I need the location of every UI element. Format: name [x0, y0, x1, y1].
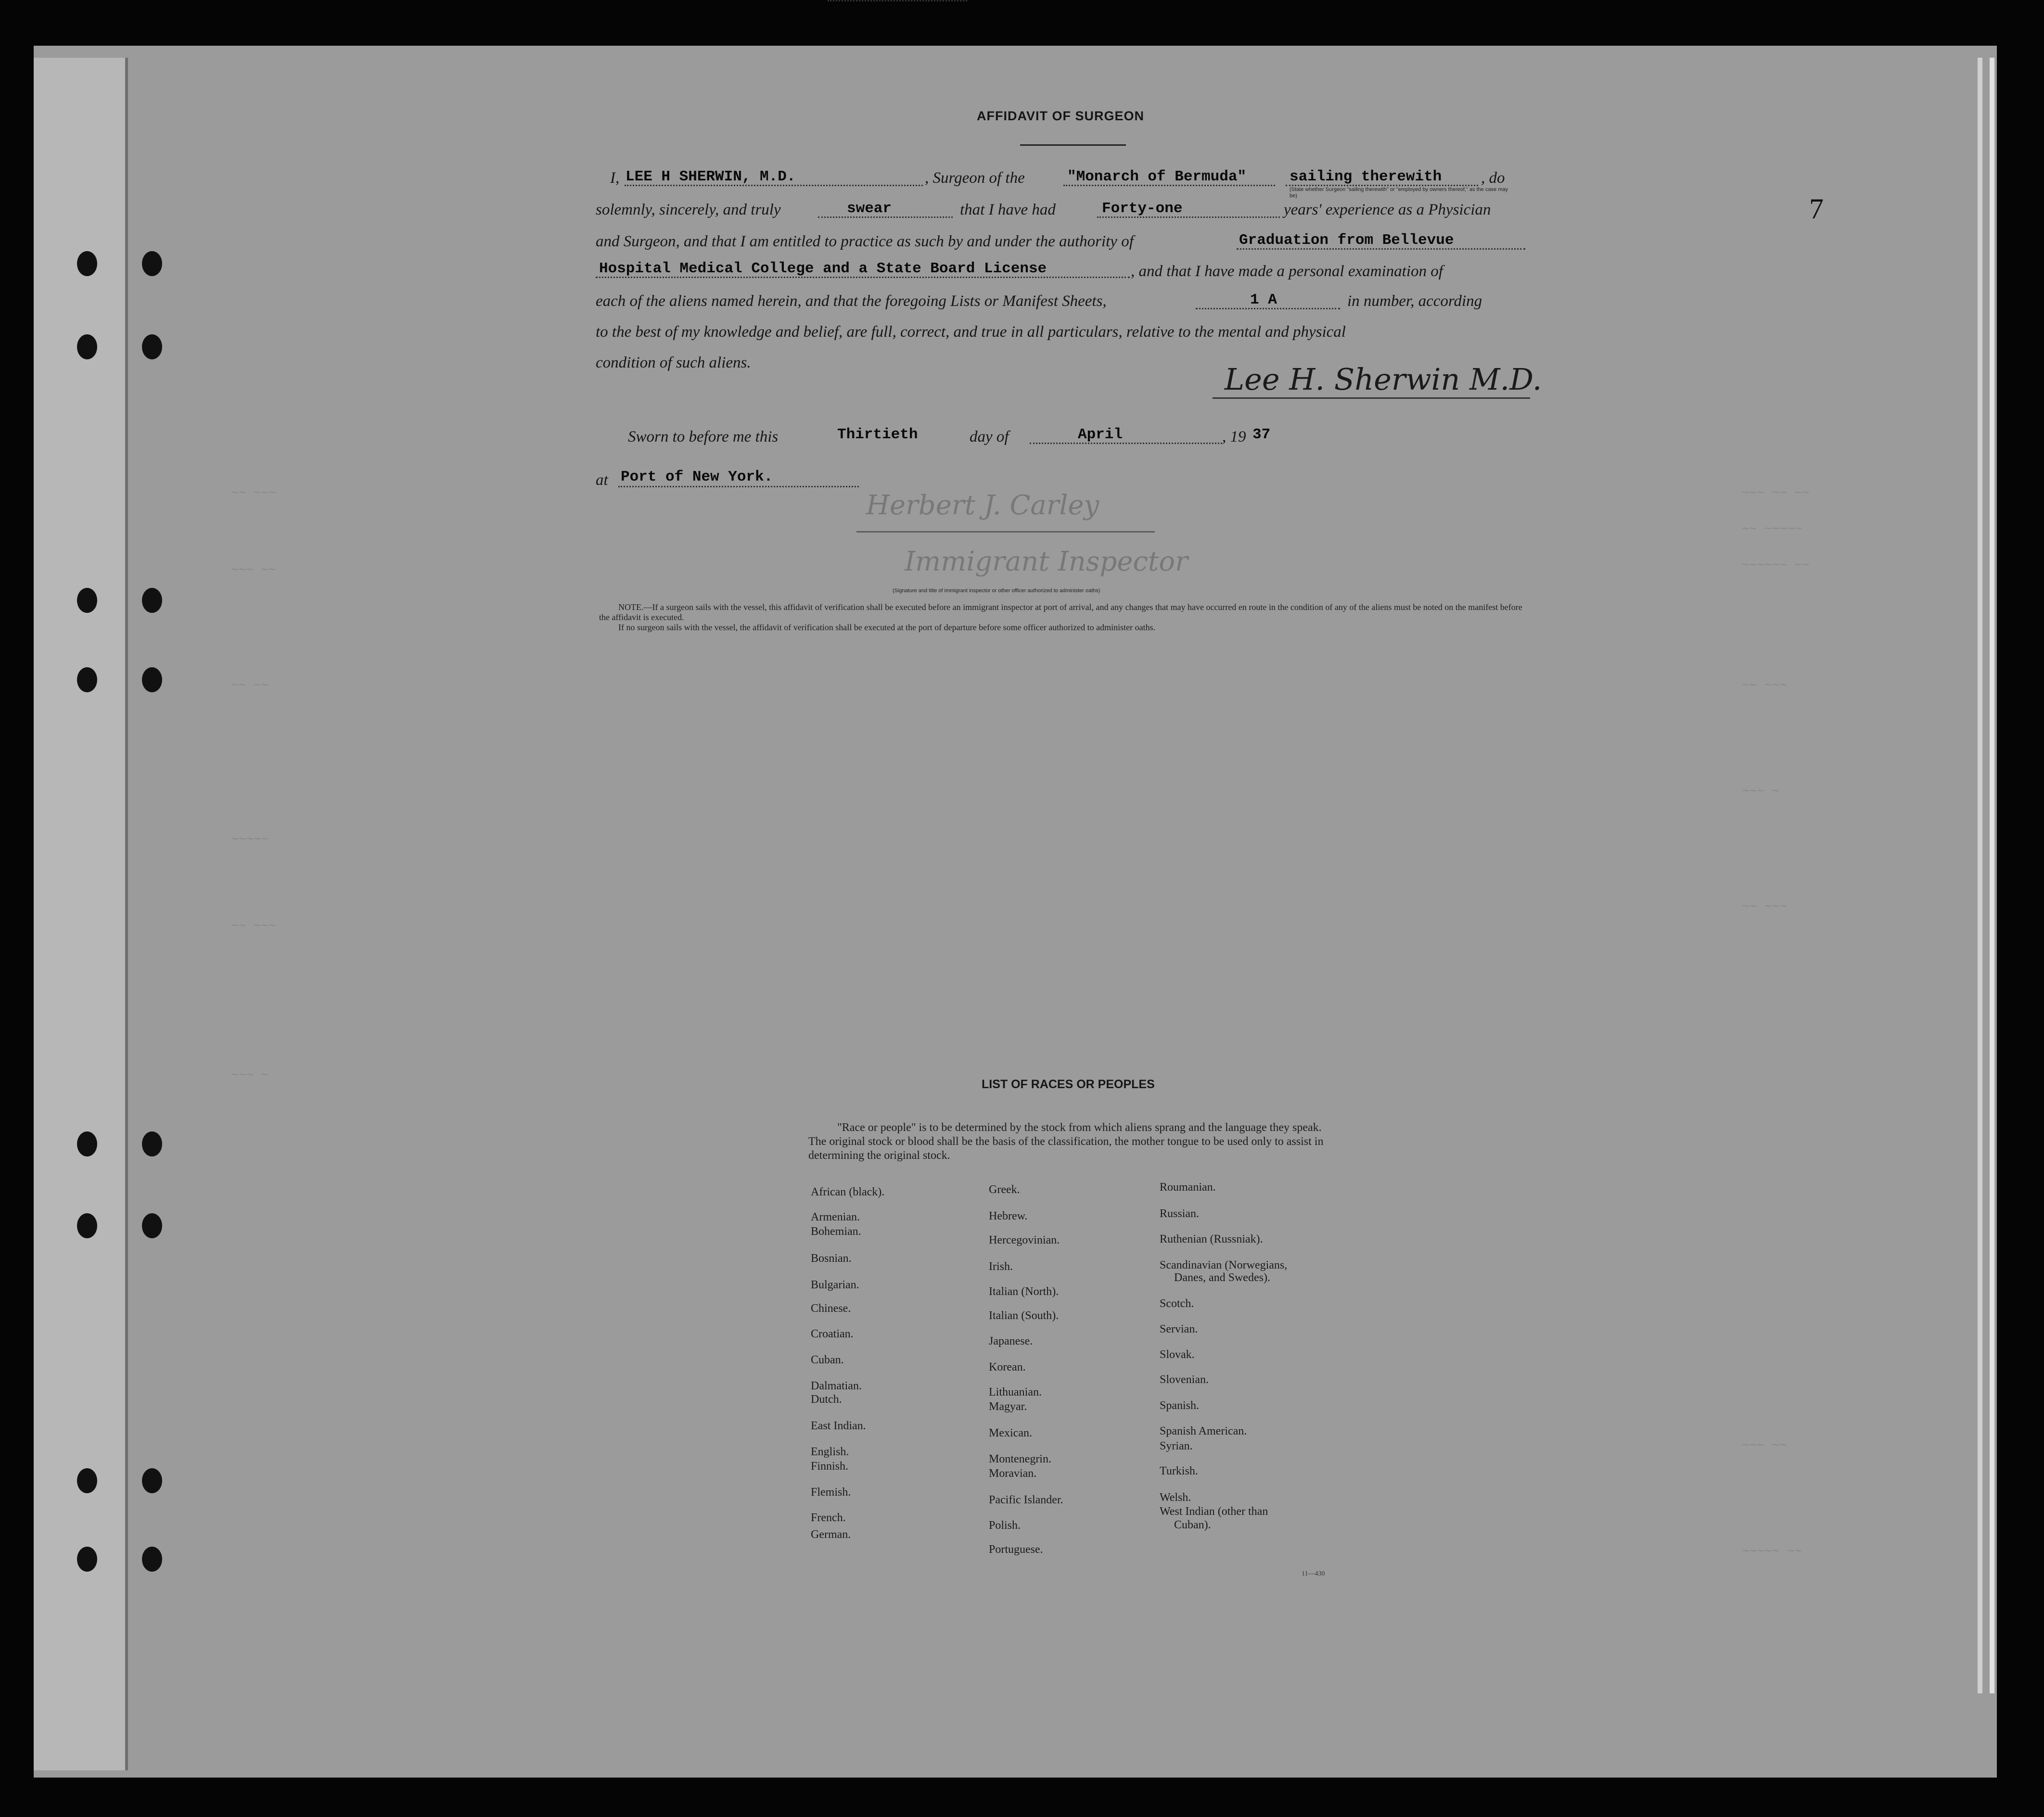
race-item: Pacific Islander. [989, 1494, 1063, 1506]
race-item: East Indian. [811, 1420, 866, 1432]
authority-line2: Hospital Medical College and a State Board License [599, 260, 1047, 277]
race-item: Finnish. [811, 1460, 849, 1473]
fill-line [596, 277, 1130, 278]
race-item: African (black). [811, 1186, 885, 1198]
surgeon-signature: Lee H. Sherwin M.D. [1225, 362, 1542, 397]
fill-line [625, 185, 923, 186]
fill-line [1286, 185, 1478, 186]
race-item: Russian. [1160, 1207, 1200, 1220]
note-body-2: If no surgeon sails with the vessel, the affidavit of verification shall be executed at the port of departure before some officer authorized to administer oaths. [618, 623, 1156, 632]
affidavit-text: that I have had [960, 201, 1056, 218]
sworn-month: April [1078, 426, 1123, 443]
race-item: Flemish. [811, 1486, 851, 1499]
binder-hole [77, 1213, 97, 1238]
race-item: Turkish. [1160, 1465, 1198, 1477]
binder-hole [142, 588, 162, 613]
affidavit-text: each of the aliens named herein, and that the foregoing Lists or Manifest Sheets, [596, 292, 1107, 310]
fill-line [1063, 185, 1275, 186]
race-item: Hebrew. [989, 1210, 1028, 1222]
binder-hole [77, 1131, 97, 1156]
race-item: Spanish American. [1160, 1425, 1247, 1437]
affidavit-text: , Surgeon of the [925, 169, 1025, 187]
races-intro: "Race or people" is to be determined by the stock from which aliens sprang and the language they speak. The original stock or blood shall be the basis of the classification, the mother tongue to be used only to assist in determining the original stock. [808, 1121, 1324, 1162]
affidavit-text: to the best of my knowledge and belief, are full, correct, and true in all particulars, relative to the mental and physical [596, 323, 1346, 341]
race-item: Bulgarian. [811, 1279, 859, 1291]
affidavit-text: and Surgeon, and that I am entitled to practice as such by and under the authority of [596, 233, 1134, 250]
race-item: Italian (North). [989, 1285, 1059, 1298]
affidavit-text: condition of such aliens. [596, 354, 751, 371]
race-item: Scandinavian (Norwegians, [1160, 1259, 1288, 1271]
race-item: Greek. [989, 1183, 1020, 1196]
affidavit-text: , do [1481, 169, 1505, 187]
sailing-note: (State whether Surgeon "sailing therewith" or "employed by owners thereof," as the case may be) [1290, 187, 1508, 199]
race-item: Hercegovinian. [989, 1234, 1060, 1246]
authority-line1: Graduation from Bellevue [1239, 232, 1454, 249]
race-item: Scotch. [1160, 1297, 1194, 1310]
inspector-title: Immigrant Inspector [905, 546, 1188, 577]
race-item: Slovak. [1160, 1348, 1195, 1361]
affidavit-text: at [596, 471, 608, 489]
signature-line [856, 531, 1155, 533]
sworn-year: 37 [1252, 426, 1271, 443]
binder-hole [77, 251, 97, 276]
affidavit-text: I, [610, 169, 620, 187]
fill-line [818, 216, 953, 218]
sheet-count: 1 A [1250, 292, 1277, 308]
race-item: Bohemian. [811, 1225, 861, 1238]
race-item: English. [811, 1446, 849, 1458]
race-item: Bosnian. [811, 1252, 852, 1265]
note-label: NOTE. [618, 602, 644, 612]
inspector-caption: (Signature and title of immigrant inspector or other officer authorized to administer oaths) [893, 588, 1100, 594]
fill-line [828, 0, 967, 1]
binder-hole [142, 1468, 162, 1493]
race-item: Korean. [989, 1361, 1026, 1373]
binder-hole [142, 1213, 162, 1238]
page-number: 7 [1809, 193, 1824, 225]
binder-hole [142, 667, 162, 692]
note-text [599, 602, 1535, 633]
binding-strip [34, 58, 128, 1770]
race-item: Dalmatian. [811, 1380, 862, 1392]
race-item: Dutch. [811, 1393, 842, 1406]
race-item: Slovenian. [1160, 1373, 1209, 1386]
fill-line [1237, 248, 1525, 250]
race-item: Roumanian. [1160, 1181, 1216, 1194]
binder-hole [142, 334, 162, 359]
page-edge [1990, 58, 1994, 1693]
sworn-day: Thirtieth [837, 426, 918, 443]
race-item: Armenian. [811, 1211, 860, 1223]
race-item: Irish. [989, 1260, 1013, 1273]
surgeon-name: LEE H SHERWIN, M.D. [626, 168, 796, 185]
race-item: German. [811, 1528, 851, 1541]
binder-hole [77, 1468, 97, 1493]
race-item: Cuban. [811, 1354, 844, 1366]
signature-line [1213, 397, 1530, 399]
binder-hole [77, 334, 97, 359]
affidavit-text: , and that I have made a personal examination of [1131, 263, 1443, 280]
race-item: Polish. [989, 1519, 1021, 1532]
binder-hole [77, 1547, 97, 1572]
inspector-signature: Herbert J. Carley [866, 490, 1099, 521]
binder-hole [142, 1547, 162, 1572]
race-item: Spanish. [1160, 1399, 1200, 1412]
affidavit-text: solemnly, sincerely, and truly [596, 201, 781, 218]
race-item: Ruthenian (Russniak). [1160, 1233, 1263, 1245]
race-item: Mexican. [989, 1427, 1032, 1439]
binder-hole [77, 588, 97, 613]
note-body: —If a surgeon sails with the vessel, this affidavit of verification shall be executed before an immigrant inspector at port of arrival, and any changes that may have occurred en route in the condition of any of the aliens must be noted on the manifest before the affidavit is executed. [599, 602, 1522, 622]
race-item: Syrian. [1160, 1440, 1193, 1452]
fill-line [1196, 308, 1340, 309]
affidavit-text: in number, according [1347, 292, 1482, 310]
race-item: West Indian (other than [1160, 1505, 1268, 1518]
binder-hole [142, 251, 162, 276]
race-item: Italian (South). [989, 1309, 1059, 1322]
oath-type: swear [847, 200, 892, 217]
fill-line [618, 486, 859, 487]
page-edge [1978, 58, 1982, 1693]
race-item: Magyar. [989, 1400, 1027, 1413]
ship-name: "Monarch of Bermuda" [1067, 168, 1247, 185]
race-item: Croatian. [811, 1328, 854, 1340]
sworn-place: Port of New York. [621, 469, 773, 485]
race-item: French. [811, 1512, 846, 1524]
years-experience: Forty-one [1102, 200, 1183, 217]
binder-hole [77, 667, 97, 692]
race-item: Welsh. [1160, 1491, 1191, 1504]
race-item: Cuban). [1174, 1519, 1211, 1531]
fill-line [1097, 216, 1280, 218]
sailing-status: sailing therewith [1290, 168, 1442, 185]
affidavit-text: day of [970, 428, 1009, 445]
affidavit-text: , 19 [1222, 428, 1246, 445]
race-item: Servian. [1160, 1323, 1198, 1335]
title-underline [1020, 144, 1126, 146]
form-number: 11—430 [1302, 1570, 1325, 1577]
affidavit-text: Sworn to before me this [628, 428, 779, 445]
races-title: LIST OF RACES OR PEOPLES [982, 1078, 1155, 1091]
race-item: Japanese. [989, 1335, 1033, 1347]
race-item: Chinese. [811, 1302, 851, 1315]
race-item: Portuguese. [989, 1543, 1043, 1556]
affidavit-text: years' experience as a Physician [1284, 201, 1491, 218]
fill-line [1030, 443, 1222, 444]
race-item: Danes, and Swedes). [1174, 1271, 1270, 1284]
binder-hole [142, 1131, 162, 1156]
race-item: Lithuanian. [989, 1386, 1042, 1398]
race-item: Montenegrin. [989, 1453, 1051, 1465]
affidavit-title: AFFIDAVIT OF SURGEON [977, 109, 1144, 123]
race-item: Moravian. [989, 1467, 1037, 1480]
